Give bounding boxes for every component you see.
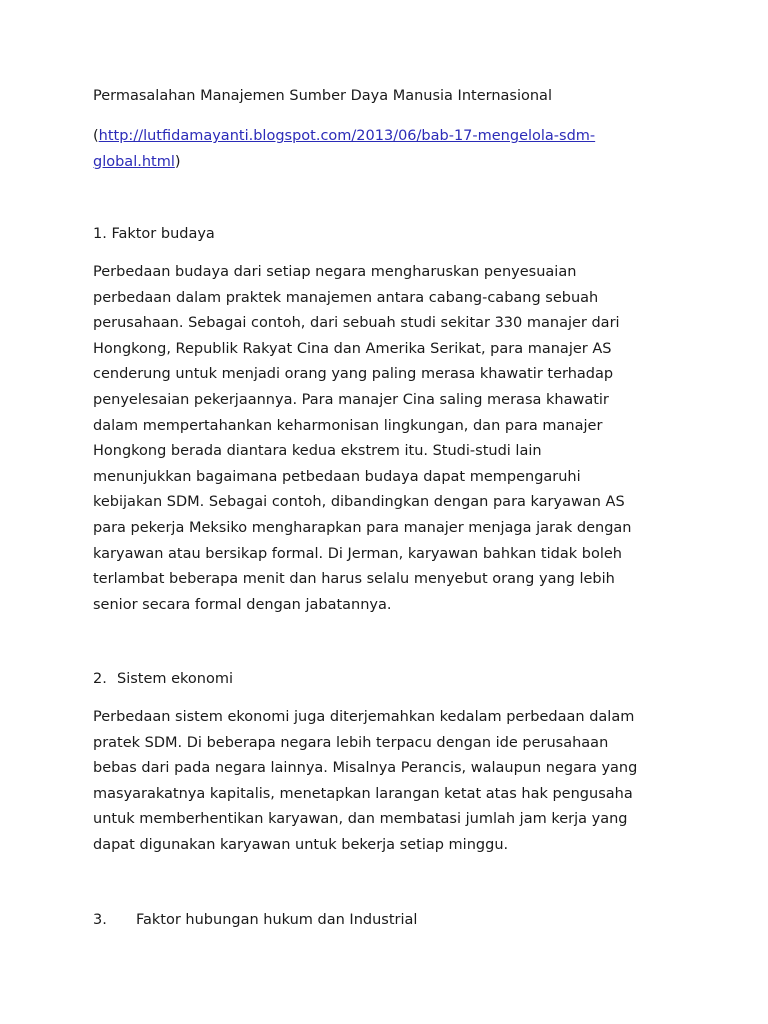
section-number: 3. (93, 912, 107, 928)
source-link-line1: http://lutfidamayanti.blogspot.com/2013/06/bab-17-mengelola-sdm- (98, 128, 596, 144)
source-open-paren: ( (93, 128, 99, 144)
section-heading-hukum (93, 910, 417, 930)
document-title: Permasalahan Manajemen Sumber Daya Manusia Internasional (93, 88, 552, 104)
paragraph-ekonomi (93, 705, 637, 859)
paragraph-line: Perbedaan sistem ekonomi juga diterjemahkan kedalam perbedaan dalam (93, 709, 635, 725)
source-citation (93, 124, 653, 175)
source-close-paren: ) (174, 153, 181, 170)
paragraph-line: menunjukkan bagaimana petbedaan budaya dapat mempengaruhi (93, 468, 581, 485)
paragraph-line: karyawan atau bersikap formal. Di Jerman, karyawan bahkan tidak boleh (93, 545, 622, 562)
paragraph-line: terlambat beberapa menit dan harus selalu menyebut orang yang lebih (93, 571, 615, 588)
paragraph-line: perusahaan. Sebagai contoh, dari sebuah studi sekitar 330 manajer dari (93, 315, 620, 332)
paragraph-line: Perbedaan budaya dari setiap negara mengharuskan penyesuaian (93, 264, 577, 280)
source-link[interactable] (93, 128, 595, 170)
section-number: 2. (93, 671, 107, 687)
paragraph-line: dapat digunakan karyawan untuk bekerja setiap minggu. (93, 836, 509, 853)
paragraph-line: dalam mempertahankan keharmonisan lingkungan, dan para manajer (93, 417, 603, 434)
paragraph-line: perbedaan dalam praktek manajemen antara cabang-cabang sebuah (93, 289, 599, 306)
paragraph-line: Hongkong berada diantara kedua ekstrem itu. Studi-studi lain (93, 443, 542, 460)
paragraph-line: masyarakatnya kapitalis, menetapkan larangan ketat atas hak pengusaha (93, 785, 633, 802)
paragraph-line: pratek SDM. Di beberapa negara lebih terpacu dengan ide perusahaan (93, 734, 609, 751)
paragraph-line: untuk memberhentikan karyawan, dan membatasi jumlah jam kerja yang (93, 811, 628, 828)
section-heading-ekonomi (93, 669, 233, 689)
section-heading-text: Faktor hubungan hukum dan Industrial (136, 912, 418, 928)
section-heading-budaya: 1. Faktor budaya (93, 226, 215, 242)
paragraph-line: kebijakan SDM. Sebagai contoh, dibandingkan dengan para karyawan AS (93, 494, 625, 511)
paragraph-line: para pekerja Meksiko mengharapkan para manajer menjaga jarak dengan (93, 519, 632, 536)
paragraph-budaya (93, 260, 631, 618)
paragraph-line: senior secara formal dengan jabatannya. (93, 596, 392, 613)
paragraph-line: bebas dari pada negara lainnya. Misalnya Perancis, walaupun negara yang (93, 760, 638, 777)
paragraph-line: cenderung untuk menjadi orang yang paling merasa khawatir terhadap (93, 366, 614, 383)
source-link-line2: global.html (93, 153, 175, 170)
paragraph-line: penyelesaian pekerjaannya. Para manajer Cina saling merasa khawatir (93, 391, 609, 408)
paragraph-line: Hongkong, Republik Rakyat Cina dan Amerika Serikat, para manajer AS (93, 340, 612, 357)
section-heading-text: Sistem ekonomi (117, 671, 234, 687)
